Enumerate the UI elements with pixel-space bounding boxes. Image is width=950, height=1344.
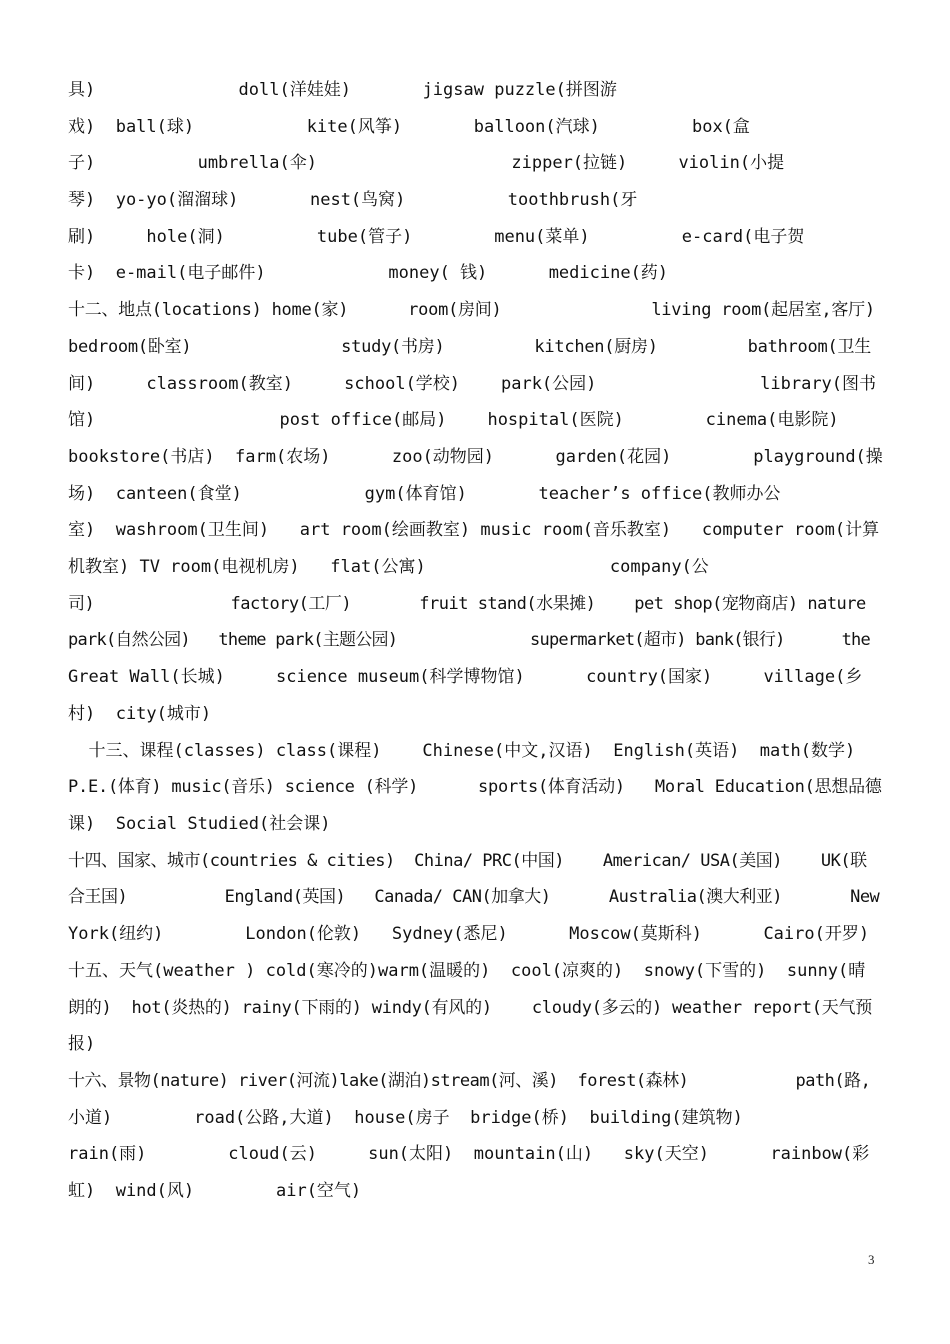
text-line: 虹) wind(风) air(空气)	[68, 1181, 362, 1201]
text-line: 馆) post office(邮局) hospital(医院) cinema(电影院)	[68, 410, 839, 430]
text-line: 十五、天气(weather ) cold(寒冷的)warm(温暖的) cool(凉爽的) snowy(下雪的) sunny(晴	[68, 961, 866, 981]
text-line: 子) umbrella(伞) zipper(拉链) violin(小提	[68, 153, 785, 173]
text-line: 十四、国家、城市(countries & cities) China/ PRC(中国) American/ USA(美国) UK(联	[68, 851, 867, 871]
text-line: 卡) e-mail(电子邮件) money( 钱) medicine(药)	[68, 263, 669, 283]
text-line: 报)	[68, 1034, 96, 1054]
text-line: 戏) ball(球) kite(风筝) balloon(汽球) box(盒	[68, 117, 750, 137]
text-line: bedroom(卧室) study(书房) kitchen(厨房) bathroom(卫生	[68, 337, 871, 357]
text-line: park(自然公园) theme park(主题公园) supermarket(超市) bank(银行) the	[68, 630, 871, 650]
page-number: 3	[868, 1252, 875, 1267]
text-line: York(纽约) London(伦敦) Sydney(悉尼) Moscow(莫斯科) Cairo(开罗)	[68, 924, 870, 944]
text-line: P.E.(体育) music(音乐) science (科学) sports(体育活动) Moral Education(思想品德	[68, 777, 882, 797]
text-line: 十三、课程(classes) class(课程) Chinese(中文,汉语) English(英语) math(数学)	[68, 741, 856, 761]
text-line: 小道) road(公路,大道) house(房子 bridge(桥) building(建筑物)	[68, 1108, 743, 1128]
text-line: 室) washroom(卫生间) art room(绘画教室) music room(音乐教室) computer room(计算	[68, 520, 880, 540]
text-line: 司) factory(工厂) fruit stand(水果摊) pet shop(宠物商店) nature	[68, 594, 866, 614]
text-line: 十二、地点(locations) home(家) room(房间) living room(起居室,客厅)	[68, 300, 875, 320]
text-line: 间) classroom(教室) school(学校) park(公园) library(图书	[68, 374, 877, 394]
text-line: 合王国) England(英国) Canada/ CAN(加拿大) Australia(澳大利亚) New	[68, 887, 880, 907]
text-line: 刷) hole(洞) tube(管子) menu(菜单) e-card(电子贺	[68, 227, 805, 247]
text-line: Great Wall(长城) science museum(科学博物馆) country(国家) village(乡	[68, 667, 863, 687]
text-line: 朗的) hot(炎热的) rainy(下雨的) windy(有风的) cloudy(多云的) weather report(天气预	[68, 998, 872, 1018]
text-line: 琴) yo-yo(溜溜球) nest(鸟窝) toothbrush(牙	[68, 190, 638, 210]
text-line: 十六、景物(nature) river(河流)lake(湖泊)stream(河、溪) forest(森林) path(路,	[68, 1071, 871, 1091]
text-line: 村) city(城市)	[68, 704, 212, 724]
text-line: 课) Social Studied(社会课)	[68, 814, 331, 834]
text-line: bookstore(书店) farm(农场) zoo(动物园) garden(花园) playground(操	[68, 447, 883, 467]
text-line: 机教室) TV room(电视机房) flat(公寓) company(公	[68, 557, 709, 577]
text-line: 场) canteen(食堂) gym(体育馆) teacher’s office(教师办公	[68, 484, 781, 504]
text-line: rain(雨) cloud(云) sun(太阳) mountain(山) sky(天空) rainbow(彩	[68, 1144, 870, 1164]
text-line: 具) doll(洋娃娃) jigsaw puzzle(拼图游	[68, 80, 617, 100]
